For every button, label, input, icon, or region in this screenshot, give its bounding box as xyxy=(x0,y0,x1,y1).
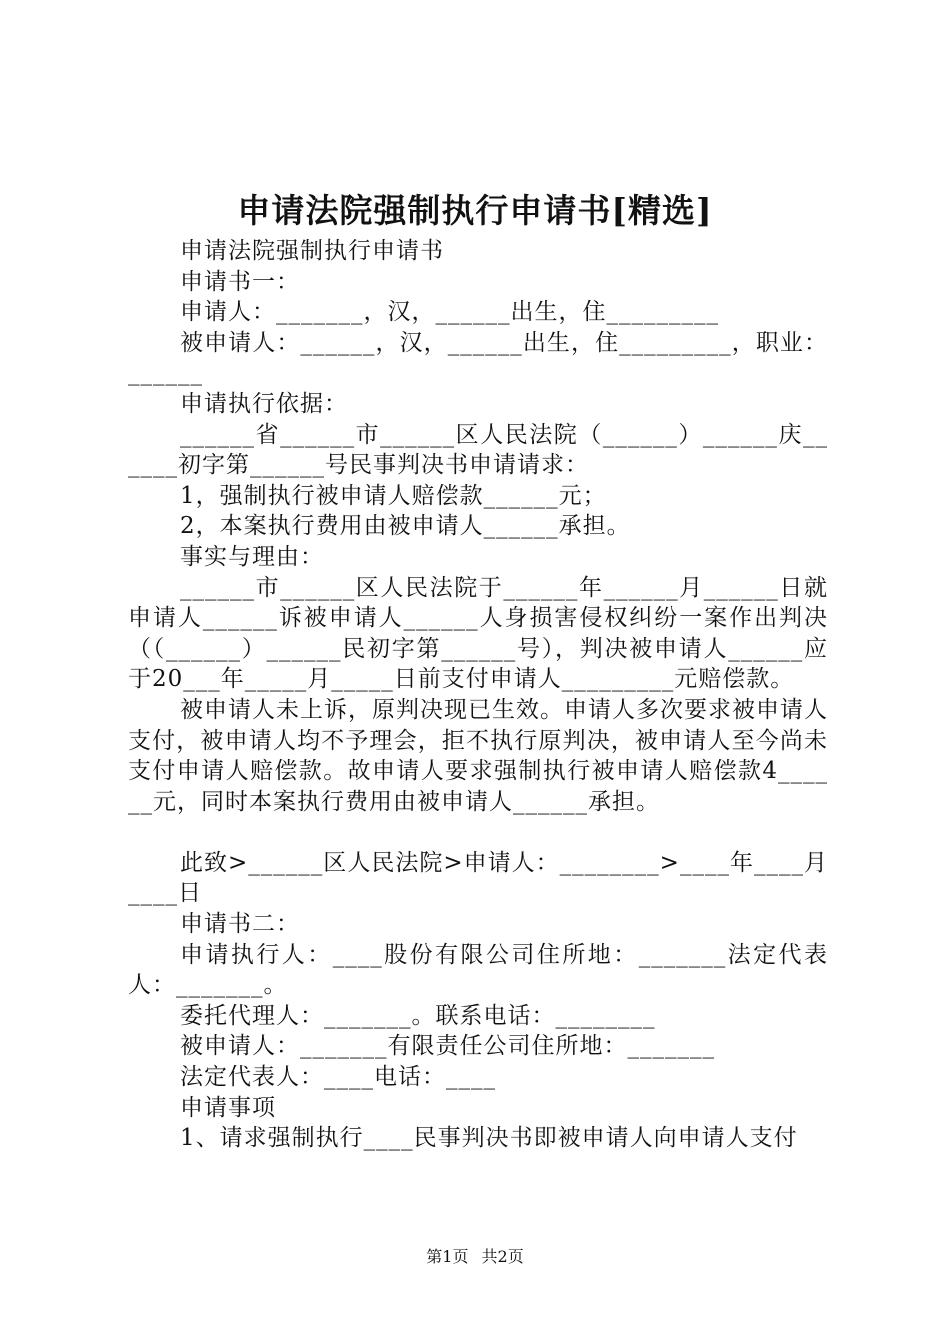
paragraph-facts: ______市______区人民法院于______年______月______日就申请人______诉被申请人______人身损害侵权纠纷一案作出判决（（______）______民初字第______号），判决被申请人______应于20___年_____月_____日前支付申请人_________元赔偿款。 xyxy=(128,574,828,693)
paragraph-respondent: 被申请人：______，汉，______出生，住_________，职业：______ xyxy=(128,329,828,387)
document-title: 申请法院强制执行申请书[精选] xyxy=(237,191,713,230)
paragraph-matter-1: 1、请求强制执行____民事判决书即被申请人向申请人支付 xyxy=(180,1125,798,1152)
paragraph-request-2: 2，本案执行费用由被申请人______承担。 xyxy=(180,513,631,540)
paragraph-basis-heading: 申请执行依据： xyxy=(180,390,348,417)
page-total: 共2页 xyxy=(481,1247,524,1266)
page-number: 第1页 xyxy=(426,1247,469,1266)
paragraph-legal-rep: 法定代表人：____电话：____ xyxy=(180,1064,496,1091)
blank-line xyxy=(128,817,828,848)
paragraph-facts-heading: 事实与理由： xyxy=(180,543,324,570)
paragraph-basis: ______省______市______区人民法院（______）______庆______初字第______号民事判决书申请请求： xyxy=(128,421,828,479)
paragraph-reasons: 被申请人未上诉，原判决现已生效。申请人多次要求被申请人支付，被申请人均不予理会，拒不执行原判决，被申请人至今尚未支付申请人赔偿款。故申请人要求强制执行被申请人赔偿款4______元，同时本案执行费用由被申请人______承担。 xyxy=(128,696,828,815)
document-body xyxy=(128,236,828,1154)
paragraph-executor: 申请执行人：____股份有限公司住所地：_______法定代表人：_______。 xyxy=(128,941,828,999)
paragraph-applicant: 申请人：_______，汉，______出生，住_________ xyxy=(180,299,719,326)
page-footer xyxy=(0,1244,950,1267)
paragraph-agent: 委托代理人：_______。联系电话：________ xyxy=(180,1002,656,1029)
paragraph-section-one: 申请书一： xyxy=(180,268,300,295)
paragraph-request-1: 1，强制执行被申请人赔偿款______元； xyxy=(180,482,607,509)
paragraph-heading: 申请法院强制执行申请书 xyxy=(180,238,444,264)
paragraph-section-two: 申请书二： xyxy=(180,911,300,938)
paragraph-respondent-company: 被申请人：_______有限责任公司住所地：_______ xyxy=(180,1033,715,1060)
paragraph-closing: 此致>______区人民法院>申请人：________>____年____月____日 xyxy=(128,849,828,907)
paragraph-matters-heading: 申请事项 xyxy=(180,1094,276,1121)
